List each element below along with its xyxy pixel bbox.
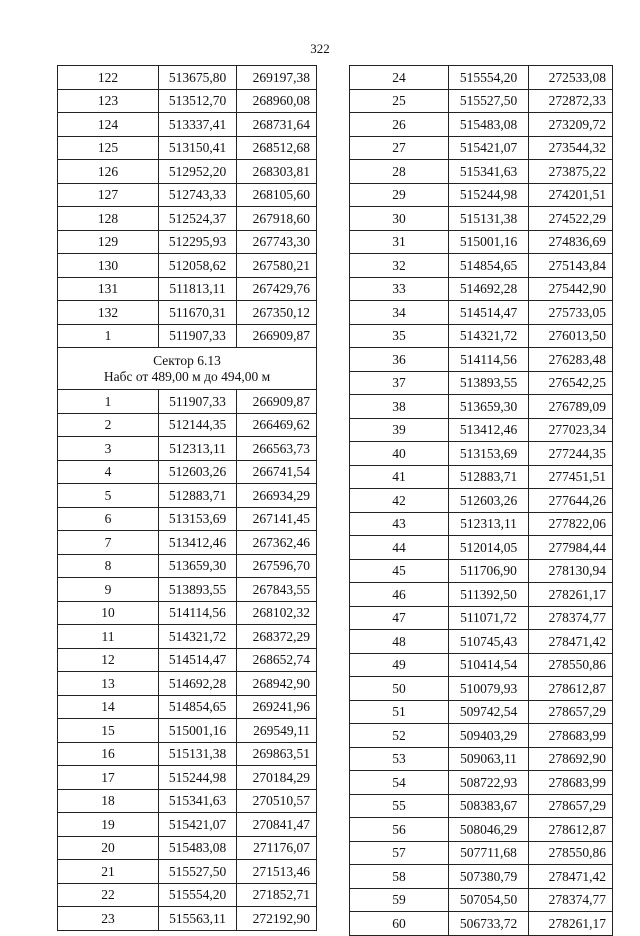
y-coordinate-cell: 266909,87	[237, 324, 317, 348]
y-coordinate-cell: 268960,08	[237, 89, 317, 113]
x-coordinate-cell: 512743,33	[159, 183, 237, 207]
x-coordinate-cell: 515244,98	[159, 766, 237, 790]
x-coordinate-cell: 513675,80	[159, 66, 237, 90]
x-coordinate-cell: 511670,31	[159, 301, 237, 325]
x-coordinate-cell: 512952,20	[159, 160, 237, 184]
table-row	[58, 554, 317, 578]
y-coordinate-cell: 278374,77	[529, 888, 613, 912]
y-coordinate-cell: 274201,51	[529, 183, 613, 207]
table-row	[350, 888, 613, 912]
table-row	[58, 813, 317, 837]
point-number-cell: 1	[58, 324, 159, 348]
x-coordinate-cell: 515527,50	[159, 860, 237, 884]
point-number-cell: 5	[58, 484, 159, 508]
point-number-cell: 45	[350, 559, 449, 583]
right-coordinates-table	[349, 65, 613, 936]
sector-title: Сектор 6.13	[153, 352, 221, 368]
left-table-body-bottom	[58, 390, 317, 931]
table-row	[58, 742, 317, 766]
point-number-cell: 128	[58, 207, 159, 231]
table-row	[350, 841, 613, 865]
point-number-cell: 40	[350, 442, 449, 466]
y-coordinate-cell: 267596,70	[237, 554, 317, 578]
x-coordinate-cell: 514114,56	[159, 601, 237, 625]
point-number-cell: 125	[58, 136, 159, 160]
point-number-cell: 1	[58, 390, 159, 414]
table-row	[350, 324, 613, 348]
y-coordinate-cell: 267743,30	[237, 230, 317, 254]
table-row	[350, 230, 613, 254]
point-number-cell: 49	[350, 653, 449, 677]
y-coordinate-cell: 278683,99	[529, 771, 613, 795]
table-row	[58, 183, 317, 207]
y-coordinate-cell: 278261,17	[529, 583, 613, 607]
table-row	[58, 648, 317, 672]
x-coordinate-cell: 507380,79	[449, 865, 529, 889]
x-coordinate-cell: 508046,29	[449, 818, 529, 842]
y-coordinate-cell: 278550,86	[529, 841, 613, 865]
point-number-cell: 127	[58, 183, 159, 207]
y-coordinate-cell: 276283,48	[529, 348, 613, 372]
table-row	[350, 536, 613, 560]
y-coordinate-cell: 274836,69	[529, 230, 613, 254]
x-coordinate-cell: 507054,50	[449, 888, 529, 912]
point-number-cell: 20	[58, 836, 159, 860]
x-coordinate-cell: 515131,38	[449, 207, 529, 231]
y-coordinate-cell: 268372,29	[237, 625, 317, 649]
x-coordinate-cell: 511813,11	[159, 277, 237, 301]
x-coordinate-cell: 515483,08	[159, 836, 237, 860]
table-row	[58, 230, 317, 254]
x-coordinate-cell: 515554,20	[449, 66, 529, 90]
table-row	[350, 606, 613, 630]
x-coordinate-cell: 512144,35	[159, 413, 237, 437]
y-coordinate-cell: 267362,46	[237, 531, 317, 555]
y-coordinate-cell: 268942,90	[237, 672, 317, 696]
y-coordinate-cell: 267843,55	[237, 578, 317, 602]
x-coordinate-cell: 511907,33	[159, 324, 237, 348]
x-coordinate-cell: 513337,41	[159, 113, 237, 137]
point-number-cell: 23	[58, 907, 159, 931]
point-number-cell: 17	[58, 766, 159, 790]
table-row	[58, 484, 317, 508]
point-number-cell: 32	[350, 254, 449, 278]
table-row	[58, 907, 317, 931]
x-coordinate-cell: 508722,93	[449, 771, 529, 795]
y-coordinate-cell: 273875,22	[529, 160, 613, 184]
table-row	[350, 630, 613, 654]
x-coordinate-cell: 513659,30	[449, 395, 529, 419]
page-number: 322	[310, 41, 330, 56]
x-coordinate-cell: 515001,16	[449, 230, 529, 254]
sector-header-row	[58, 348, 317, 390]
point-number-cell: 124	[58, 113, 159, 137]
x-coordinate-cell: 512603,26	[449, 489, 529, 513]
point-number-cell: 28	[350, 160, 449, 184]
y-coordinate-cell: 271513,46	[237, 860, 317, 884]
y-coordinate-cell: 276013,50	[529, 324, 613, 348]
table-row	[350, 207, 613, 231]
table-row	[350, 418, 613, 442]
table-row	[58, 531, 317, 555]
point-number-cell: 34	[350, 301, 449, 325]
point-number-cell: 58	[350, 865, 449, 889]
y-coordinate-cell: 277984,44	[529, 536, 613, 560]
x-coordinate-cell: 507711,68	[449, 841, 529, 865]
point-number-cell: 27	[350, 136, 449, 160]
table-row	[350, 136, 613, 160]
y-coordinate-cell: 273209,72	[529, 113, 613, 137]
y-coordinate-cell: 269241,96	[237, 695, 317, 719]
x-coordinate-cell: 515341,63	[159, 789, 237, 813]
table-row	[58, 789, 317, 813]
y-coordinate-cell: 268303,81	[237, 160, 317, 184]
y-coordinate-cell: 268652,74	[237, 648, 317, 672]
y-coordinate-cell: 278130,94	[529, 559, 613, 583]
x-coordinate-cell: 509742,54	[449, 700, 529, 724]
x-coordinate-cell: 513659,30	[159, 554, 237, 578]
table-row	[350, 348, 613, 372]
x-coordinate-cell: 512058,62	[159, 254, 237, 278]
sector-subtitle: Набс от 489,00 м до 494,00 м	[103, 368, 271, 384]
x-coordinate-cell: 514321,72	[159, 625, 237, 649]
table-row	[58, 413, 317, 437]
table-row	[350, 512, 613, 536]
x-coordinate-cell: 512295,93	[159, 230, 237, 254]
table-row	[58, 883, 317, 907]
point-number-cell: 54	[350, 771, 449, 795]
point-number-cell: 42	[350, 489, 449, 513]
table-row	[350, 677, 613, 701]
x-coordinate-cell: 511706,90	[449, 559, 529, 583]
point-number-cell: 37	[350, 371, 449, 395]
point-number-cell: 3	[58, 437, 159, 461]
point-number-cell: 22	[58, 883, 159, 907]
table-row	[350, 865, 613, 889]
x-coordinate-cell: 513153,69	[449, 442, 529, 466]
point-number-cell: 15	[58, 719, 159, 743]
point-number-cell: 126	[58, 160, 159, 184]
x-coordinate-cell: 515341,63	[449, 160, 529, 184]
y-coordinate-cell: 266934,29	[237, 484, 317, 508]
point-number-cell: 55	[350, 794, 449, 818]
point-number-cell: 9	[58, 578, 159, 602]
x-coordinate-cell: 515244,98	[449, 183, 529, 207]
x-coordinate-cell: 514514,47	[159, 648, 237, 672]
table-row	[350, 89, 613, 113]
x-coordinate-cell: 512524,37	[159, 207, 237, 231]
table-row	[58, 625, 317, 649]
y-coordinate-cell: 267350,12	[237, 301, 317, 325]
x-coordinate-cell: 512313,11	[449, 512, 529, 536]
y-coordinate-cell: 271176,07	[237, 836, 317, 860]
y-coordinate-cell: 274522,29	[529, 207, 613, 231]
y-coordinate-cell: 275442,90	[529, 277, 613, 301]
point-number-cell: 2	[58, 413, 159, 437]
x-coordinate-cell: 510745,43	[449, 630, 529, 654]
y-coordinate-cell: 278612,87	[529, 677, 613, 701]
x-coordinate-cell: 509063,11	[449, 747, 529, 771]
point-number-cell: 56	[350, 818, 449, 842]
point-number-cell: 122	[58, 66, 159, 90]
y-coordinate-cell: 269549,11	[237, 719, 317, 743]
table-row	[58, 160, 317, 184]
y-coordinate-cell: 277822,06	[529, 512, 613, 536]
point-number-cell: 41	[350, 465, 449, 489]
y-coordinate-cell: 273544,32	[529, 136, 613, 160]
x-coordinate-cell: 512313,11	[159, 437, 237, 461]
table-row	[350, 66, 613, 90]
x-coordinate-cell: 512883,71	[159, 484, 237, 508]
point-number-cell: 59	[350, 888, 449, 912]
table-row	[350, 465, 613, 489]
x-coordinate-cell: 515554,20	[159, 883, 237, 907]
y-coordinate-cell: 272192,90	[237, 907, 317, 931]
point-number-cell: 50	[350, 677, 449, 701]
point-number-cell: 4	[58, 460, 159, 484]
table-row	[58, 672, 317, 696]
table-row	[58, 578, 317, 602]
y-coordinate-cell: 276542,25	[529, 371, 613, 395]
right-table-body	[350, 66, 613, 936]
point-number-cell: 19	[58, 813, 159, 837]
point-number-cell: 10	[58, 601, 159, 625]
table-row	[350, 371, 613, 395]
point-number-cell: 29	[350, 183, 449, 207]
point-number-cell: 130	[58, 254, 159, 278]
y-coordinate-cell: 275733,05	[529, 301, 613, 325]
x-coordinate-cell: 508383,67	[449, 794, 529, 818]
y-coordinate-cell: 266469,62	[237, 413, 317, 437]
y-coordinate-cell: 267918,60	[237, 207, 317, 231]
table-row	[58, 601, 317, 625]
y-coordinate-cell: 266909,87	[237, 390, 317, 414]
y-coordinate-cell: 270184,29	[237, 766, 317, 790]
point-number-cell: 44	[350, 536, 449, 560]
point-number-cell: 24	[350, 66, 449, 90]
table-row	[350, 653, 613, 677]
point-number-cell: 132	[58, 301, 159, 325]
y-coordinate-cell: 278683,99	[529, 724, 613, 748]
point-number-cell: 38	[350, 395, 449, 419]
x-coordinate-cell: 515421,07	[159, 813, 237, 837]
x-coordinate-cell: 512603,26	[159, 460, 237, 484]
left-table-body-top	[58, 66, 317, 348]
y-coordinate-cell: 277451,51	[529, 465, 613, 489]
table-row	[350, 489, 613, 513]
table-row	[350, 794, 613, 818]
table-row	[58, 437, 317, 461]
point-number-cell: 11	[58, 625, 159, 649]
point-number-cell: 60	[350, 912, 449, 936]
y-coordinate-cell: 268102,32	[237, 601, 317, 625]
x-coordinate-cell: 510079,93	[449, 677, 529, 701]
point-number-cell: 46	[350, 583, 449, 607]
point-number-cell: 35	[350, 324, 449, 348]
x-coordinate-cell: 513412,46	[449, 418, 529, 442]
point-number-cell: 14	[58, 695, 159, 719]
table-row	[350, 912, 613, 936]
y-coordinate-cell: 272872,33	[529, 89, 613, 113]
y-coordinate-cell: 267580,21	[237, 254, 317, 278]
left-coordinates-table	[57, 65, 317, 931]
table-row	[350, 771, 613, 795]
table-row	[350, 442, 613, 466]
x-coordinate-cell: 513150,41	[159, 136, 237, 160]
x-coordinate-cell: 511392,50	[449, 583, 529, 607]
table-row	[58, 507, 317, 531]
table-row	[58, 390, 317, 414]
y-coordinate-cell: 278657,29	[529, 794, 613, 818]
point-number-cell: 30	[350, 207, 449, 231]
point-number-cell: 12	[58, 648, 159, 672]
table-row	[58, 324, 317, 348]
table-row	[58, 66, 317, 90]
point-number-cell: 7	[58, 531, 159, 555]
table-row	[58, 460, 317, 484]
y-coordinate-cell: 267141,45	[237, 507, 317, 531]
point-number-cell: 57	[350, 841, 449, 865]
point-number-cell: 16	[58, 742, 159, 766]
table-row	[350, 818, 613, 842]
point-number-cell: 36	[350, 348, 449, 372]
point-number-cell: 51	[350, 700, 449, 724]
point-number-cell: 13	[58, 672, 159, 696]
x-coordinate-cell: 514854,65	[159, 695, 237, 719]
table-row	[58, 695, 317, 719]
y-coordinate-cell: 266563,73	[237, 437, 317, 461]
table-row	[350, 700, 613, 724]
y-coordinate-cell: 278374,77	[529, 606, 613, 630]
x-coordinate-cell: 509403,29	[449, 724, 529, 748]
point-number-cell: 8	[58, 554, 159, 578]
y-coordinate-cell: 269863,51	[237, 742, 317, 766]
y-coordinate-cell: 276789,09	[529, 395, 613, 419]
y-coordinate-cell: 275143,84	[529, 254, 613, 278]
x-coordinate-cell: 513893,55	[159, 578, 237, 602]
y-coordinate-cell: 268512,68	[237, 136, 317, 160]
y-coordinate-cell: 278471,42	[529, 865, 613, 889]
point-number-cell: 6	[58, 507, 159, 531]
y-coordinate-cell: 277023,34	[529, 418, 613, 442]
x-coordinate-cell: 514321,72	[449, 324, 529, 348]
y-coordinate-cell: 278692,90	[529, 747, 613, 771]
table-row	[58, 766, 317, 790]
table-row	[350, 160, 613, 184]
x-coordinate-cell: 510414,54	[449, 653, 529, 677]
point-number-cell: 48	[350, 630, 449, 654]
table-row	[350, 559, 613, 583]
y-coordinate-cell: 268105,60	[237, 183, 317, 207]
y-coordinate-cell: 278657,29	[529, 700, 613, 724]
x-coordinate-cell: 506733,72	[449, 912, 529, 936]
table-row	[350, 747, 613, 771]
y-coordinate-cell: 271852,71	[237, 883, 317, 907]
y-coordinate-cell: 269197,38	[237, 66, 317, 90]
y-coordinate-cell: 270510,57	[237, 789, 317, 813]
x-coordinate-cell: 515563,11	[159, 907, 237, 931]
x-coordinate-cell: 514692,28	[449, 277, 529, 301]
y-coordinate-cell: 278550,86	[529, 653, 613, 677]
y-coordinate-cell: 266741,54	[237, 460, 317, 484]
x-coordinate-cell: 515483,08	[449, 113, 529, 137]
table-row	[58, 136, 317, 160]
point-number-cell: 26	[350, 113, 449, 137]
sector-header-section	[58, 348, 317, 390]
point-number-cell: 31	[350, 230, 449, 254]
point-number-cell: 47	[350, 606, 449, 630]
x-coordinate-cell: 514692,28	[159, 672, 237, 696]
y-coordinate-cell: 277244,35	[529, 442, 613, 466]
table-row	[350, 277, 613, 301]
x-coordinate-cell: 515001,16	[159, 719, 237, 743]
point-number-cell: 21	[58, 860, 159, 884]
point-number-cell: 123	[58, 89, 159, 113]
table-row	[350, 113, 613, 137]
table-row	[350, 395, 613, 419]
y-coordinate-cell: 268731,64	[237, 113, 317, 137]
x-coordinate-cell: 513412,46	[159, 531, 237, 555]
table-row	[350, 301, 613, 325]
sector-header-cell	[58, 348, 317, 390]
x-coordinate-cell: 513893,55	[449, 371, 529, 395]
x-coordinate-cell: 511071,72	[449, 606, 529, 630]
table-row	[350, 724, 613, 748]
x-coordinate-cell: 514514,47	[449, 301, 529, 325]
point-number-cell: 39	[350, 418, 449, 442]
point-number-cell: 53	[350, 747, 449, 771]
table-row	[58, 89, 317, 113]
table-row	[58, 719, 317, 743]
x-coordinate-cell: 515527,50	[449, 89, 529, 113]
y-coordinate-cell: 267429,76	[237, 277, 317, 301]
y-coordinate-cell: 278612,87	[529, 818, 613, 842]
x-coordinate-cell: 511907,33	[159, 390, 237, 414]
y-coordinate-cell: 278261,17	[529, 912, 613, 936]
x-coordinate-cell: 512014,05	[449, 536, 529, 560]
point-number-cell: 18	[58, 789, 159, 813]
point-number-cell: 33	[350, 277, 449, 301]
table-row	[58, 301, 317, 325]
y-coordinate-cell: 278471,42	[529, 630, 613, 654]
table-row	[58, 860, 317, 884]
y-coordinate-cell: 272533,08	[529, 66, 613, 90]
table-row	[58, 836, 317, 860]
x-coordinate-cell: 515421,07	[449, 136, 529, 160]
table-row	[58, 113, 317, 137]
point-number-cell: 43	[350, 512, 449, 536]
table-row	[350, 583, 613, 607]
point-number-cell: 131	[58, 277, 159, 301]
x-coordinate-cell: 513153,69	[159, 507, 237, 531]
point-number-cell: 25	[350, 89, 449, 113]
x-coordinate-cell: 514854,65	[449, 254, 529, 278]
table-row	[58, 207, 317, 231]
point-number-cell: 129	[58, 230, 159, 254]
x-coordinate-cell: 513512,70	[159, 89, 237, 113]
y-coordinate-cell: 270841,47	[237, 813, 317, 837]
table-row	[58, 254, 317, 278]
x-coordinate-cell: 515131,38	[159, 742, 237, 766]
point-number-cell: 52	[350, 724, 449, 748]
y-coordinate-cell: 277644,26	[529, 489, 613, 513]
x-coordinate-cell: 514114,56	[449, 348, 529, 372]
x-coordinate-cell: 512883,71	[449, 465, 529, 489]
table-row	[58, 277, 317, 301]
table-row	[350, 183, 613, 207]
table-row	[350, 254, 613, 278]
